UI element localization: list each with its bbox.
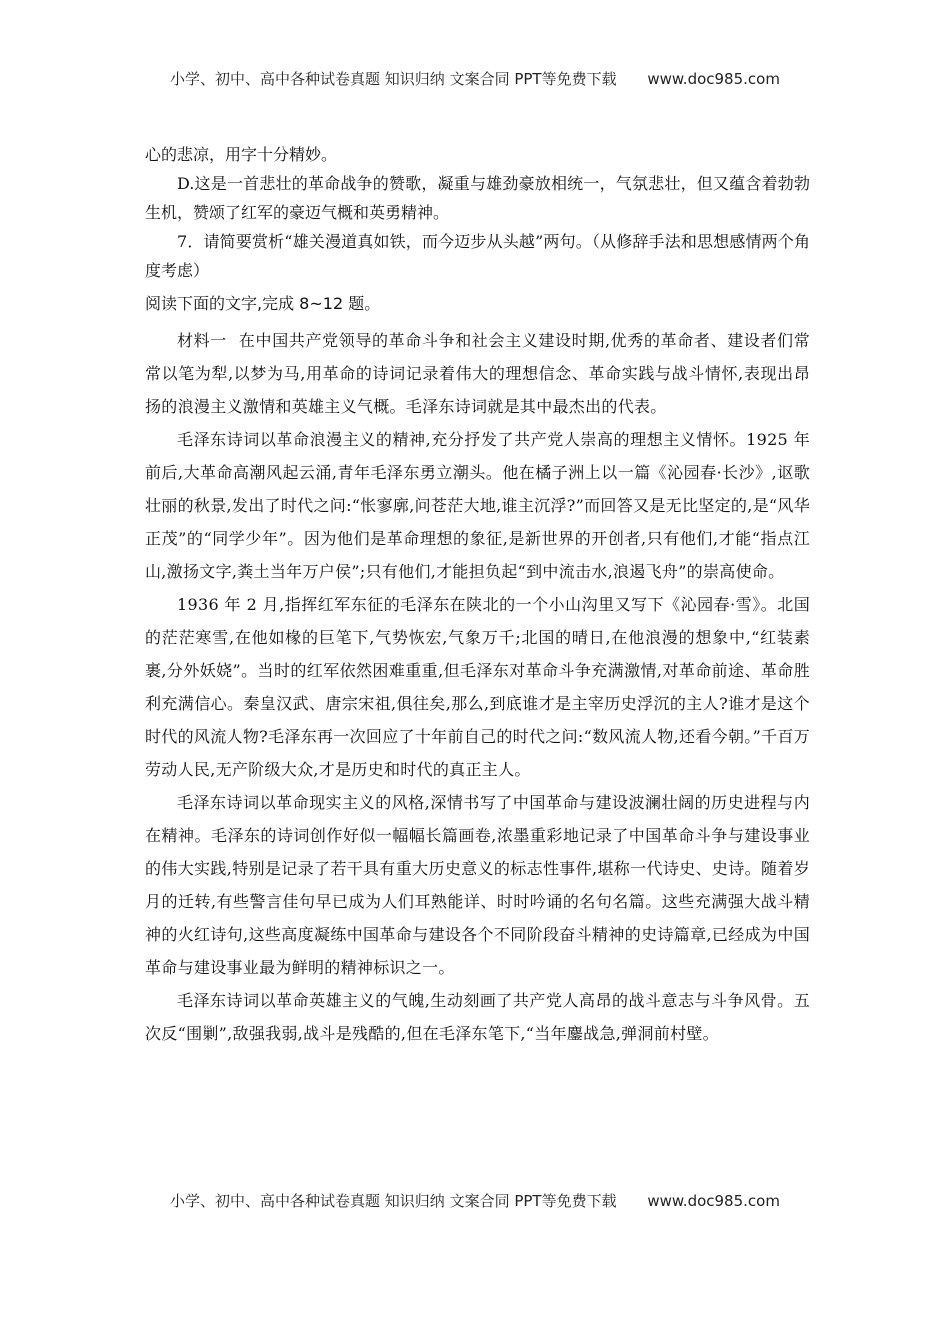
material-paragraph-1-text: 在中国共产党领导的革命斗争和社会主义建设时期,优秀的革命者、建设者们常常以笔为犁,以梦为马,用革命的诗词记录着伟大的理想信念、革命实践与战斗情怀,表现出昂扬的浪漫主义激情和英雄主义气概。毛泽东诗词就是其中最杰出的代表。 [145,331,810,416]
header-site-link[interactable]: www.doc985.com [647,70,780,88]
continued-option-text: 心的悲凉，用字十分精妙。 [145,145,338,164]
question-7: 7．请简要赏析“雄关漫道真如铁，而今迈步从头越”两句。（从修辞手法和思想感情两个角度考虑） [145,232,810,280]
material-label: 材料一 [177,331,227,350]
reading-instruction: 阅读下面的文字,完成 8~12 题。 [145,294,381,313]
material-paragraph-1 [145,324,810,423]
material-paragraph-4: 毛泽东诗词以革命现实主义的风格,深情书写了中国革命与建设波澜壮阔的历史进程与内在精神。毛泽东的诗词创作好似一幅幅长篇画卷,浓墨重彩地记录了中国革命斗争与建设事业的伟大实践,特别是记录了若干具有重大历史意义的标志性事件,堪称一代诗史、史诗。随着岁月的迁转,有些警言佳句早已成为人们耳熟能详、时时吟诵的名句名篇。这些充满强大战斗精神的火红诗句,这些高度凝练中国革命与建设各个不同阶段奋斗精神的史诗篇章,已经成为中国革命与建设事业最为鲜明的精神标识之一。 [145,793,810,977]
material-paragraph-5: 毛泽东诗词以革命英雄主义的气魄,生动刻画了共产党人高昂的战斗意志与斗争风骨。五次反“围剿”,敌强我弱,战斗是残酷的,但在毛泽东笔下,“当年鏖战急,弹洞前村壁。 [145,991,810,1043]
page-header [0,68,950,89]
footer-text: 小学、初中、高中各种试卷真题 知识归纳 文案合同 PPT等免费下载 [170,1192,617,1210]
footer-site-link[interactable]: www.doc985.com [647,1192,780,1210]
material-paragraph-2: 毛泽东诗词以革命浪漫主义的精神,充分抒发了共产党人崇高的理想主义情怀。1925 年前后,大革命高潮风起云涌,青年毛泽东勇立潮头。他在橘子洲上以一篇《沁园春·长沙》,讴歌壮丽的秋景,发出了时代之问:“怅寥廓,问苍茫大地,谁主沉浮?”而回答又是无比坚定的,是“风华正茂”的“同学少年”。因为他们是革命理想的象征,是新世界的开创者,只有他们,才能“指点江山,激扬文字,粪土当年万户侯”;只有他们,才能担负起“到中流击水,浪遏飞舟”的崇高使命。 [145,430,810,581]
page-footer [0,1190,950,1211]
material-paragraph-3: 1936 年 2 月,指挥红军东征的毛泽东在陕北的一个小山沟里又写下《沁园春·雪》。北国的茫茫寒雪,在他如椽的巨笔下,气势恢宏,气象万千;北国的晴日,在他浪漫的想象中,“红装素裹,分外妖娆”。当时的红军依然困难重重,但毛泽东对革命斗争充满激情,对革命前途、革命胜利充满信心。秦皇汉武、唐宗宋祖,俱往矣,那么,到底谁才是主宰历史浮沉的主人?谁才是这个时代的风流人物?毛泽东再一次回应了十年前自己的时代之问:“数风流人物,还看今朝。”千百万劳动人民,无产阶级大众,才是历史和时代的真正主人。 [145,595,810,779]
option-d: D.这是一首悲壮的革命战争的赞歌，凝重与雄劲豪放相统一，气氛悲壮，但又蕴含着勃勃生机，赞颂了红军的豪迈气概和英勇精神。 [145,174,810,222]
header-text: 小学、初中、高中各种试卷真题 知识归纳 文案合同 PPT等免费下载 [170,70,617,88]
document-body [145,140,810,1050]
